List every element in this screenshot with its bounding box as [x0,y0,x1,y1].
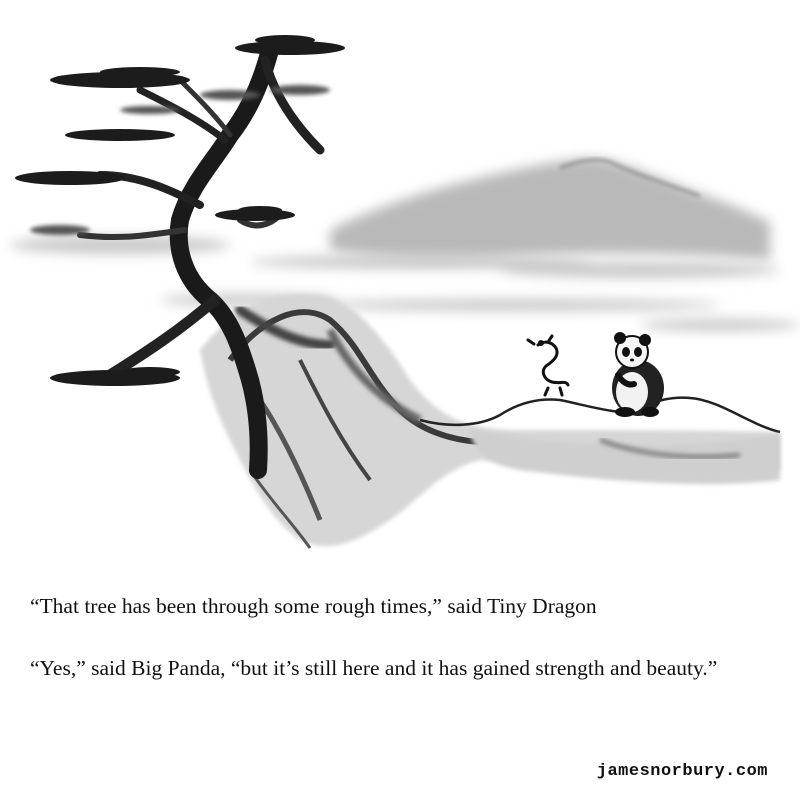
tiny-dragon [528,336,568,395]
caption-big-panda: “Yes,” said Big Panda, “but it’s still here and it has gained strength and beauty.” [30,656,718,680]
caption-tiny-dragon: “That tree has been through some rough times,” said Tiny Dragon [30,594,597,618]
big-panda [612,332,664,417]
distant-mountain [330,158,770,260]
author-credit: jamesnorbury.com [596,762,768,781]
